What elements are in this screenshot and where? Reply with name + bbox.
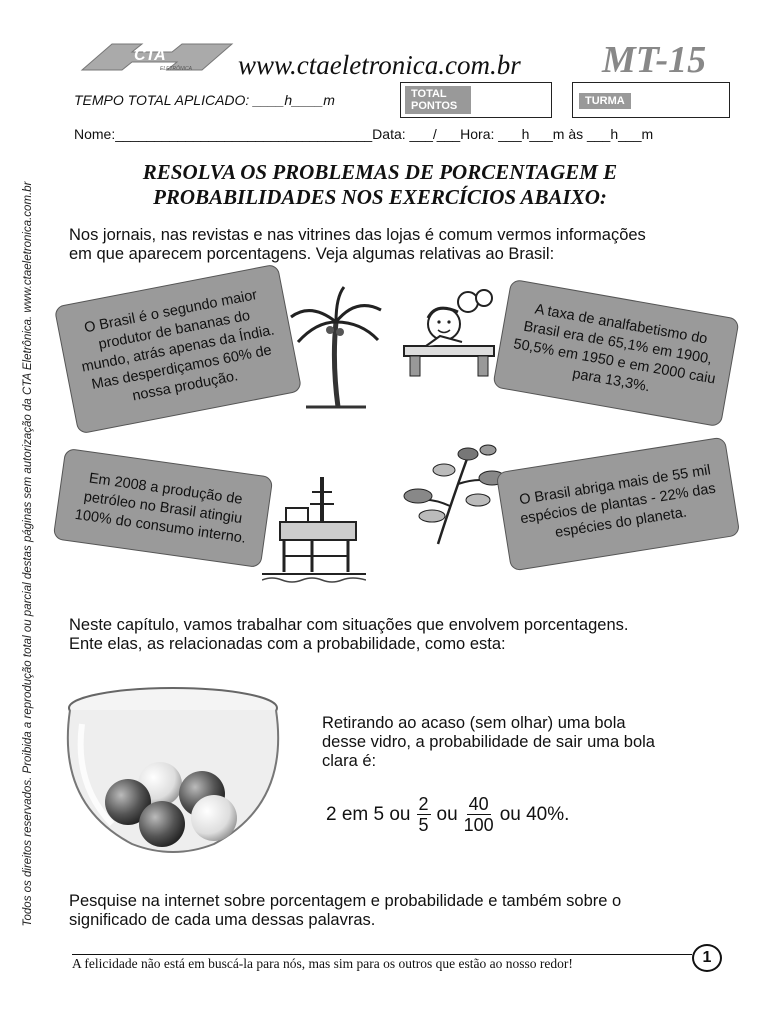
website: www.ctaeletronica.com.br [238,50,521,80]
total-pontos-box[interactable] [400,82,552,118]
nome-data-hora-line: Nome:_________________________________Data: ___/___Hora: ___h___m às ___h___m [74,126,654,142]
prob-line-3: clara é: [322,752,377,770]
plant-icon [398,436,510,548]
research-line-1: Pesquise na internet sobre porcentagem e probabilidade e também sobre o [69,892,622,910]
title-line-2: PROBABILIDADES NOS EXERCÍCIOS ABAIXO: [153,185,607,209]
total-pontos-label: TOTAL PONTOS [405,86,471,114]
oil-platform-icon [262,472,366,590]
palm-tree-icon [286,282,386,412]
probability-formula [326,794,569,835]
footer-divider [72,954,692,955]
research-paragraph [69,892,621,930]
students-desk-icon [396,284,506,379]
turma-box[interactable] [572,82,730,118]
glass-bowl-icon [62,684,284,860]
frac1-num: 2 [418,794,429,814]
formula-ou: ou [436,803,458,825]
prob-line-1: Retirando ao acaso (sem olhar) uma bola [322,714,626,732]
page-number: 1 [692,944,722,972]
chapter-paragraph [69,616,628,654]
probability-text [322,714,702,771]
intro-line-1: Nos jornais, nas revistas e nas vitrines das lojas é comum vermos informações [69,226,646,244]
worksheet-code: MT-15 [602,39,707,81]
card-petroleo: Em 2008 a produção de petróleo no Brasil atingiu 100% do consumo interno. [53,448,274,568]
intro-line-2: em que aparecem porcentagens. Veja algumas relativas ao Brasil: [69,245,555,263]
frac2-den: 100 [463,815,494,835]
light-ball-2 [191,795,237,841]
frac1-den: 5 [418,815,429,835]
footer-quote: A felicidade não está em buscá-la para nós, mas sim para os outros que estão ao nosso redor! [72,956,573,971]
research-line-2: significado de cada uma dessas palavras. [69,911,376,929]
prob-line-2: desse vidro, a probabilidade de sair uma bola [322,733,655,751]
turma-label: TURMA [579,93,631,109]
copyright-side-note: Todos os direitos reservados. Proibida a reprodução total ou parcial destas páginas sem autorização da CTA Eletrônica. www.ctaeletronica.com.br [22,181,34,927]
card-bananas: O Brasil é o segundo maior produtor de bananas do mundo, atrás apenas da Índia. Mas desperdiçamos 60% de nossa produção. [54,263,303,434]
cta-logo [72,40,242,76]
tempo-total-line: TEMPO TOTAL APLICADO: ____h____m [74,92,335,108]
card-plantas: O Brasil abriga mais de 55 mil espécios de plantas - 22% das espécies do planeta. [496,436,741,571]
page-title [60,160,700,210]
intro-paragraph [69,226,646,264]
fraction-40-100 [464,794,494,835]
card-analfabetismo: A taxa de analfabetismo do Brasil era de 65,1% em 1900, 50,5% em 1950 e em 2000 caiu para 13,3%. [492,279,740,428]
logo-sub: ELETRÔNICA [160,66,192,72]
dark-ball-3 [139,801,185,847]
frac2-num: 40 [468,794,489,814]
title-line-1: RESOLVA OS PROBLEMAS DE PORCENTAGEM E [142,160,618,184]
chapter-line-2: Ente elas, as relacionadas com a probabilidade, como esta: [69,635,506,653]
formula-prefix: 2 em 5 ou [326,803,411,825]
formula-suffix: ou 40%. [499,803,570,825]
chapter-line-1: Neste capítulo, vamos trabalhar com situações que envolvem porcentagens. [69,616,629,634]
logo-text: CTA [134,47,166,64]
fraction-2-5 [417,794,431,835]
